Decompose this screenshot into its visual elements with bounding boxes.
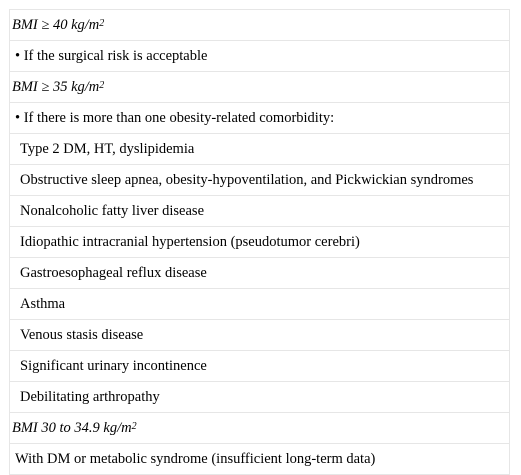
comorbidity-row [9, 351, 510, 382]
row-text: Debilitating arthropathy [20, 388, 160, 405]
row-text: With DM or metabolic syndrome (insufficient long-term data) [15, 450, 376, 467]
row-text: Obstructive sleep apnea, obesity-hypoventilation, and Pickwickian syndromes [20, 171, 474, 188]
comorbidity-row [9, 196, 510, 227]
bullet-row [9, 41, 510, 72]
row-text: Significant urinary incontinence [20, 357, 207, 374]
comorbidity-row [9, 258, 510, 289]
row-text: Venous stasis disease [20, 326, 144, 343]
row-text: BMI ≥ 35 kg/m [12, 78, 100, 95]
bmi-40-header: BMI ≥ 40 kg/m $^2$ [9, 10, 510, 41]
comorbidity-row [9, 382, 510, 413]
comorbidity-row [9, 227, 510, 258]
row-text: Gastroesophageal reflux disease [20, 264, 207, 281]
plain-row [9, 444, 510, 475]
row-text: BMI ≥ 40 kg/m [12, 16, 100, 33]
row-text: Idiopathic intracranial hypertension (pseudotumor cerebri) [20, 233, 360, 250]
bullet-row [9, 103, 510, 134]
comorbidity-row [9, 165, 510, 196]
row-text: Nonalcoholic fatty liver disease [20, 202, 205, 219]
comorbidity-row [9, 320, 510, 351]
row-text: Type 2 DM, HT, dyslipidemia [20, 140, 195, 157]
bmi-35-header: BMI ≥ 35 kg/m $^2$ [9, 72, 510, 103]
comorbidity-row [9, 134, 510, 165]
row-text: Asthma [20, 295, 66, 312]
bmi-30-header: BMI 30 to 34.9 kg/m $^2$ [9, 413, 510, 444]
indications-table [9, 9, 510, 475]
comorbidity-row [9, 289, 510, 320]
row-text: • If the surgical risk is acceptable [15, 47, 208, 64]
row-text: BMI 30 to 34.9 kg/m [12, 419, 132, 436]
row-text: • If there is more than one obesity-related comorbidity: [15, 109, 335, 126]
